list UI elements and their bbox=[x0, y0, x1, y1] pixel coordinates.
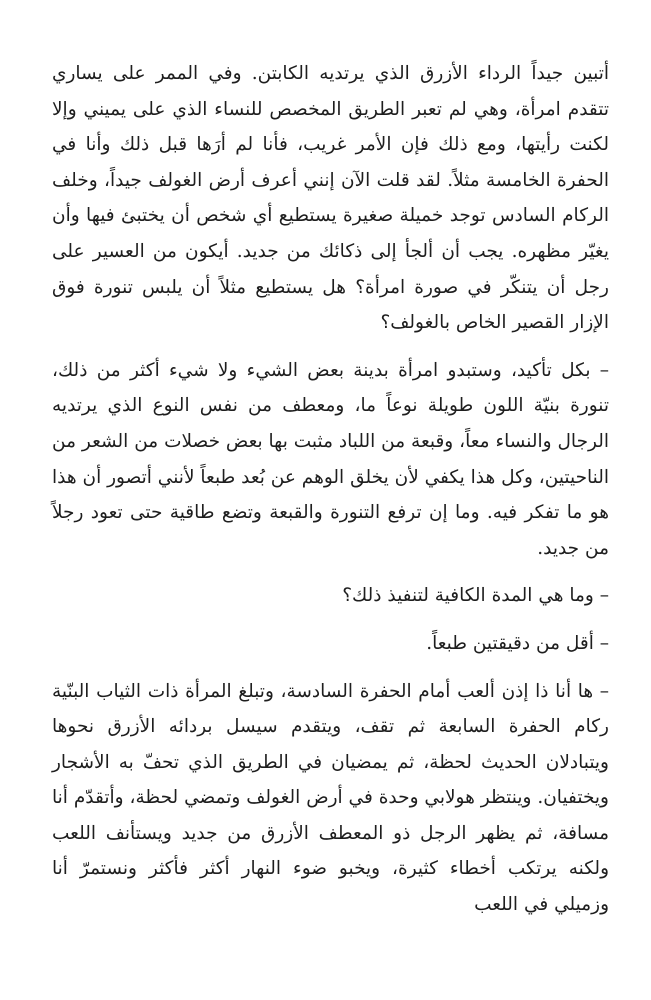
book-page bbox=[52, 56, 609, 935]
paragraph-1: أتبين جيداً الرداء الأزرق الذي يرتديه الكابتن. وفي الممر على يساري تتقدم امرأة، وهي لم تعبر الطريق المخصص للنساء الذي على يميني وإلا لكنت رأيتها، ومع ذلك فإن الأمر غريب، فأنا لم أرَها قبل ذلك وأنا في الحفرة الخامسة مثلاً. لقد قلت الآن إنني أعرف أرض الغولف جيداً، وخلف الركام السادس توجد خميلة صغيرة يستطيع أي شخص أن يختبئ فيها وأن يغيّر مظهره. يجب أن ألجأ إلى ذكائك من جديد. أيكون من العسير على رجل أن يتنكّر في صورة امرأة؟ هل يستطيع مثلاً أن يلبس تنورة فوق الإزار القصير الخاص بالغولف؟ bbox=[52, 63, 609, 334]
paragraph-5: – ها أنا ذا إذن ألعب أمام الحفرة السادسة، وتبلغ المرأة ذات الثياب البنّية ركام الحفرة السابعة ثم تقف، ويتقدم سيسل بردائه الأزرق نحوها ويتبادلان الحديث لحظة، ثم يمضيان في الطريق الذي تحفّ به الأشجار ويختفيان. وينتظر هولابي وحدة في أرض الغولف وتمضي لحظة، وأتقدّم أنا مسافة، ثم يظهر الرجل ذو المعطف الأزرق من جديد ويستأنف اللعب ولكنه يرتكب أخطاء كثيرة، ويخبو ضوء النهار أكثر فأكثر ونستمرّ أنا وزميلي في اللعب bbox=[52, 680, 609, 916]
paragraph-4: – أقل من دقيقتين طبعاً. bbox=[426, 632, 609, 654]
paragraph-3: – وما هي المدة الكافية لتنفيذ ذلك؟ bbox=[342, 585, 609, 607]
paragraph-2: – بكل تأكيد، وستبدو امرأة بدينة بعض الشيء ولا شيء أكثر من ذلك، تنورة بنيّة اللون طويلة نوعاً ما، ومعطف من نفس النوع الذي يرتديه الرجال والنساء معاً، وقبعة من اللباد مثبت بها بعض خصلات من الشعر من الناحيتين، وكل هذا يكفي لأن يخلق الوهم عن بُعد طبعاً لأنني أتصور أن هذا هو ما تفكر فيه. وما إن ترفع التنورة والقبعة وتضع طاقية حتى تعود رجلاً من جديد. bbox=[52, 359, 609, 559]
